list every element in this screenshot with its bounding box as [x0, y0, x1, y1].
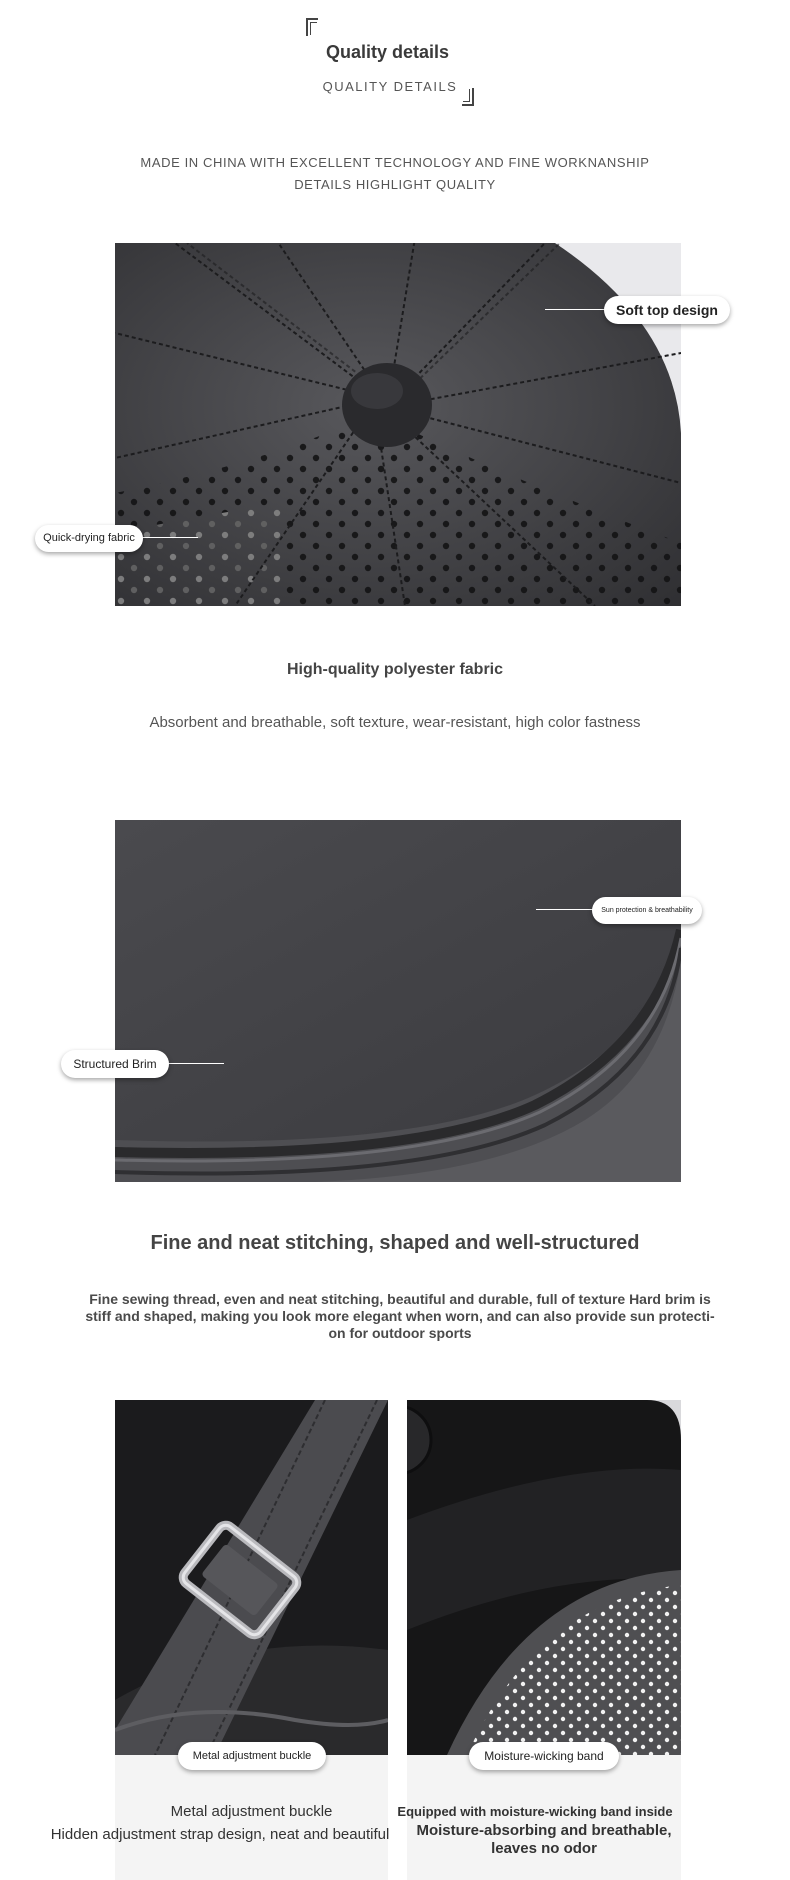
cap-crown-photo — [115, 243, 681, 606]
callout-sun-protection: Sun protection & breathability — [592, 897, 702, 924]
intro-line-1: MADE IN CHINA WITH EXCELLENT TECHNOLOGY AND FINE WORKNANSHIP — [140, 155, 650, 170]
callout-leader-line — [536, 909, 594, 910]
sweatband-caption-text-line-2: leaves no odor — [491, 1840, 597, 1857]
callout-structured-brim: Structured Brim — [61, 1050, 169, 1078]
section2-heading: Fine and neat stitching, shaped and well-structured — [150, 1232, 640, 1254]
badge-metal-adjustment-buckle: Metal adjustment buckle — [178, 1742, 326, 1770]
callout-leader-line — [142, 537, 198, 538]
callout-leader-line — [168, 1063, 224, 1064]
section1-description: Absorbent and breathable, soft texture, wear-resistant, high color fastness — [149, 714, 641, 731]
badge-moisture-wicking-band: Moisture-wicking band — [469, 1742, 619, 1770]
section2-desc-line-2: stiff and shaped, making you look more elegant when worn, and can also provide sun protecti- — [85, 1308, 715, 1324]
callout-quick-drying-fabric: Quick-drying fabric — [35, 525, 143, 552]
page-subtitle: QUALITY DETAILS — [322, 79, 458, 94]
callout-leader-line — [545, 309, 605, 310]
corner-bracket-bottom-right — [462, 88, 474, 106]
sweatband-caption-text-line-1: Moisture-absorbing and breathable, — [416, 1822, 672, 1839]
sweatband-photo — [407, 1400, 681, 1755]
section2-desc-line-3: on for outdoor sports — [328, 1325, 472, 1341]
page-title: Quality details — [325, 42, 450, 62]
buckle-photo — [115, 1400, 388, 1755]
buckle-caption-title: Metal adjustment buckle — [170, 1803, 333, 1820]
intro-line-2: DETAILS HIGHLIGHT QUALITY — [294, 177, 496, 192]
sweatband-caption-title: Equipped with moisture-wicking band inside — [397, 1804, 673, 1819]
corner-bracket-top-left — [306, 18, 318, 36]
section2-desc-line-1: Fine sewing thread, even and neat stitching, beautiful and durable, full of texture Hard brim is — [89, 1291, 711, 1307]
buckle-caption-text: Hidden adjustment strap design, neat and beautiful — [50, 1826, 390, 1843]
callout-soft-top-design: Soft top design — [604, 296, 730, 324]
cap-brim-photo — [115, 820, 681, 1182]
section1-heading: High-quality polyester fabric — [286, 661, 504, 678]
